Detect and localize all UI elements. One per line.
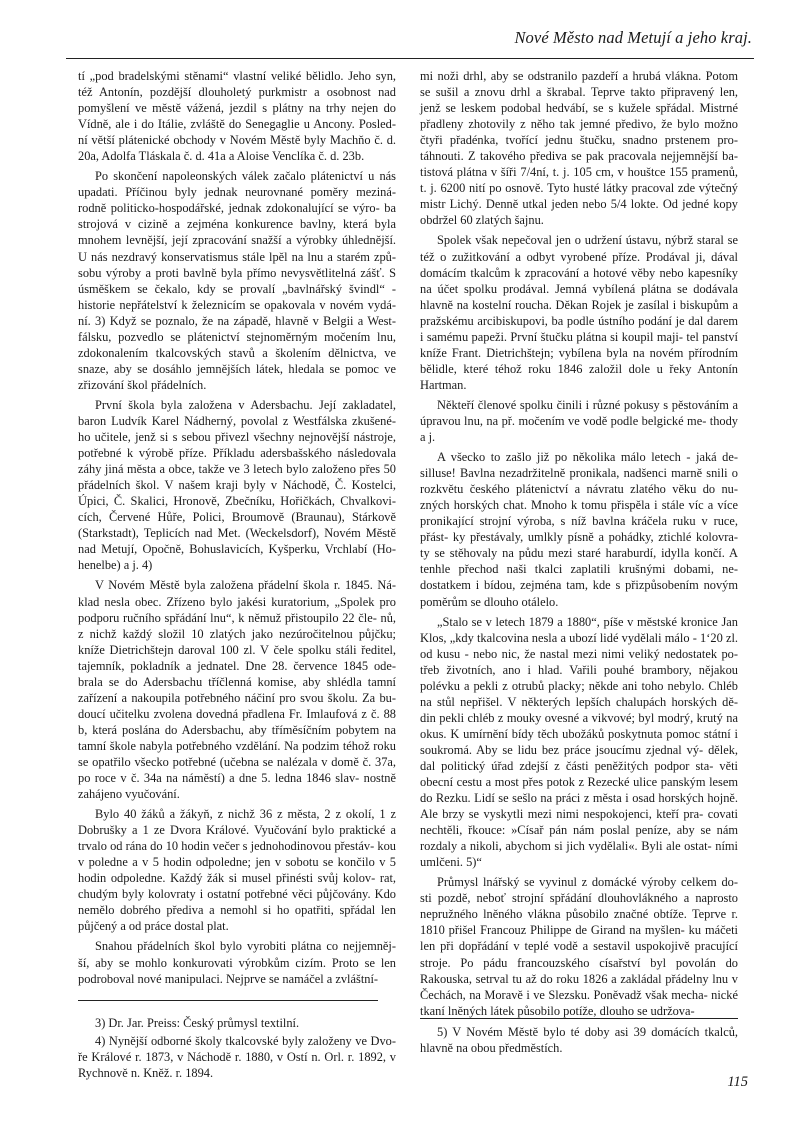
paragraph: Po skončení napoleonských válek začalo plátenictví u nás upadati. Příčinou byly jednak neurovnané poměry meziná- rodně politicko-hospodářské, jednak zdokonalující se výro- ba strojová v cizině a zejména konkurence bavlny, která byla mnohem levnější, její zpracování snažší a výrobky úhlednější. U nás nezdravý konservatismus stále lpěl na lnu a starém způ- sobu výroby a proti bavlně byla přímo nevysvětlitelná zášť. S úsměškem se čekalo, kdy se provalí „bavlnářský švindl“ - historie nepřátelství k železnicím se opakovala v novém vydá- ní. 3) Když se poznalo, že na západě, hlavně v Belgii a West- fálsku, pozvedlo se plátenictví stejnoměrným močením lnu, zdokonalením tkalcovských stavů a školením dělnictva, ve snaze, aby se dosáhlo jemnějších látek, hledala se pomoc ve zřizování škol přádelních. xyxy=(78,169,396,392)
footnotes-left xyxy=(78,1015,396,1083)
running-header-title: Nové Město nad Metují a jeho kraj. xyxy=(514,28,752,47)
paragraph: „Stalo se v letech 1879 a 1880“, píše v městské kronice Jan Klos, „kdy tkalcovina nesla a ubozí lidé vydělali málo - 1‘20 zl. od kusu - nebo nic, že nastal mezi nimi veliký nedostatek po- třeb životních, ano i hlad. Vařili pouhé brambory, nějakou polévku a pekli z otrubů placky; někde ani toho nebylo. Chléb na stůl nepřišel. V některých lepších chalupách horských dě- din pekli chléb z mouky ovesné a vikvové; byl modrý, krutý na okus. K umírnění bídy těch ubožáků poskytnuta pomoc státní i soukromá. Aby se lidu bez práce jsoucímu zjednal vý- dělek, dal politický úřad zdejší z části peněžitých podpor sta- věti obecní cestu a most přes potok z Rezecké ulice panským lesem do Rezku. Lidí se sešlo na práci z města i osad horských hojně. Ale brzy se vyskytli mezi nimi nespokojenci, kteří pra- covati nechtěli, řkouce: »Císař pán nám poslal peníze, aby se nám rozdaly a nikoli, abychom si jich vydělali«. Byli ale ostat- ními umlčeni. 5)“ xyxy=(420,614,738,870)
paragraph: První škola byla založena v Adersbachu. Její zakladatel, baron Ludvík Karel Nádherný, povolal z Westfálska zkušené- ho učitele, jenž si s sebou přivezl všechny nejnovější nástroje, potřebné k výrobě příze. Příkladu adersbašského následovala záhy jiná města a obce, takže ve 3 letech bylo založeno přes 50 přádelních škol. V našem kraji byly v Náchodě, Č. Kostelci, Úpici, Č. Skalici, Hronově, Zbečníku, Hořičkách, Chvalkovi- cích, Červené Hůře, Polici, Broumově (Braunau), Stárkově (Starkstadt), Teplicích nad Met. (Weckelsdorf), Novém Městě nad Metují, Opočně, Bohuslavicích, Kyšperku, Vrchlabí (Ho- henelbe) a j. 4) xyxy=(78,397,396,573)
paragraph: V Novém Městě byla založena přádelní škola r. 1845. Ná- klad nesla obec. Zřízeno bylo jakési kuratorium, „Spolek pro podporu ručního spřádání lnu“, k němuž přistoupilo 22 čle- nů, z nichž každý složil 10 zlatých jako nezúročitelnou půjčku; kníže Dietrichštejn daroval 100 zl. V čele spolku stáli ředitel, tajemník, pokladník a jednatel. Dne 28. července 1845 ode- brala se do Adersbachu tříčlenná komise, aby shlédla tamní zařízení a nakoupila potřebného náčiní pro svou školu. Za bu- doucí učitelku zvolena dovedná přadlena Fr. Imlaufová z č. 88 b, která poslána do Adersbachu, aby tříměsíčním pobytem na tamní škole nabyla potřebného vzdělání. Na podzim téhož roku se opatřilo všecko potřebné (učebna se nalézala v domě č. 37a, po roce v č. 34a na náměstí) a dne 5. ledna 1846 slav- nostně zahájeno vyučování. xyxy=(78,578,396,802)
paragraph: Bylo 40 žáků a žákyň, z nichž 36 z města, 2 z okolí, 1 z Dobrušky a 1 ze Dvora Králové. Vyučování bylo praktické a trvalo od rána do 10 hodin večer s jednohodinovou přestáv- kou v poledne a v 5 hodin odpoledne; jen v sobotu se končilo v 5 hodin odpoledne. Každý žák si musel přinésti svůj kolov- rat, chudým byly kolovraty i ostatní potřebné věci půjčovány. Kdo nemělo dobrého přediva a nemohl si ho opatřiti, spřádal len půjčený a od práce dostal plat. xyxy=(78,807,396,934)
footnote-rule-left xyxy=(78,1000,378,1001)
paragraph: A všecko to zašlo již po několika málo letech - jaká de- silluse! Bavlna nezadržitelně pronikala, nadšenci marně snili o rozkvětu českého plátenictví a návratu zlatého věku do nu- zných horských chat. Mnoho k tomu přispěla i stále víc a více pronikající strojní výroba, s níž bavlna kráčela ruku v ruce, přást- ky přestávaly, umlkly písně a pohádky, ztichlé kolovra- ty se stěhovaly na půdu mezi staré haraburdí, idylla končí. A tenhle přechod naši tkalci zaplatili krušnými dobami, ne- dostatkem i bídou, zejména tam, kde s přizpůsobením novým poměrům se dlouho otálelo. xyxy=(420,450,738,609)
footnotes-right xyxy=(420,1024,738,1058)
paragraph: Snahou přádelních škol bylo vyrobiti plátna co nejjemněj- ší, aby se mohlo konkurovati výrobkům cizím. Proto se len podroboval nové manipulaci. Nejprve se namáčel a zvláštní- xyxy=(78,939,396,986)
paragraph: Průmysl lnářský se vyvinul z domácké výroby celkem do- sti pozdě, neboť strojní spřádání dlouhovlákného a naprosto nepružného lněného vlákna působilo značné obtíže. Teprve r. 1810 přišel Francouz Philippe de Girand na myšlen- ku máčeti len při dopřádání v teplé vodě a sestavil uspokojivě pracující stroje. Po pádu francouzského císařství byl povolán do Rakouska, setrval tu až do roku 1826 a zakládal přádelny lnu v Čechách, na Moravě i ve Slezsku. Poněvadž však mecha- nické tkaní lněných látek působilo potíže, dlouho se udržova- xyxy=(420,875,738,1018)
header-rule xyxy=(66,58,754,59)
footnote-3: 3) Dr. Jar. Preiss: Český průmysl textilní. xyxy=(95,1016,300,1030)
left-text-column xyxy=(78,68,396,991)
paragraph: Spolek však nepečoval jen o udržení ústavu, nýbrž staral se též o zužitkování a odbyt vyrobené příze. Prodával ji, dával domácím tkalcům k zpracování a hotové věby nebo kapesníky na účet spolku prodával. Jemná vybílená plátna se dodávala hlavně na kostelní roucha. Děkan Rojek je zasílal i biskupům a pražskému arcibiskupovi, ba podle ústního podání je dal darem i samému papeži. První štučku plátna si koupil maji- tel panství kníže Frant. Dietrichštejn; vybílena byla na novém přírodním bělidle, které téhož roku 1846 založil dole u řeky Antonín Hartman. xyxy=(420,233,738,392)
footnote-4: 4) Nynější odborné školy tkalcovské byly založeny ve Dvo- ře Králové r. 1873, v Náchodě r. 1880, v Ostí n. Orl. r. 1892, v Rychnově n. Kněž. r. 1894. xyxy=(78,1034,396,1081)
footnote-rule-right xyxy=(420,1018,738,1019)
right-text-column xyxy=(420,68,738,1023)
paragraph: mi noži drhl, aby se odstranilo pazdeří a hrubá vlákna. Potom se sušil a znovu drhl a škrabal. Teprve takto připravený len, jenž se leskem podobal hedvábí, se s kužele spřádal. Mistrné přadleny zhotovily z něho tak jemné předivo, že bylo možno čtyři přadénka, tvořící jednu štučku, snadno prstenem pro- táhnouti. Z takového přediva se pak pracovala nejjemnější ba- tistová plátna v šíři 7/4ní, t. j. 105 cm, v houštce 155 pramenů, t. j. 6200 nití po osnově. Tyto husté látky pracoval zde výtečný mistr Lichý. Denně utkal jeden nebo 5/4 lokte. Od jedné kopy obdržel 60 zlatých šajnu. xyxy=(420,69,738,228)
page-number: 115 xyxy=(727,1074,748,1090)
paragraph: tí „pod bradelskými stěnami“ vlastní veliké bělidlo. Jeho syn, též Antonín, pozdější dlouholetý purkmistr a osobnost nad pomyšlení ve městě vážená, jezdil s plátny na trhy nejen do Vídně, ale i do Itálie, zvláště do Senegaglie u Ancony. Posled- ní větší plátenické obchody v Novém Městě byly Machňo č. d. 20a, Adolfa Tláskala č. d. 41a a Aloise Venclíka č. d. 23b. xyxy=(78,69,396,164)
footnote-5: 5) V Novém Městě bylo té doby asi 39 domácích tkalců, hlavně na obou předměstích. xyxy=(420,1025,738,1056)
paragraph: Někteří členové spolku činili i různé pokusy s pěstováním a úpravou lnu, na př. močením ve vodě podle belgické me- thody a j. xyxy=(420,397,738,445)
